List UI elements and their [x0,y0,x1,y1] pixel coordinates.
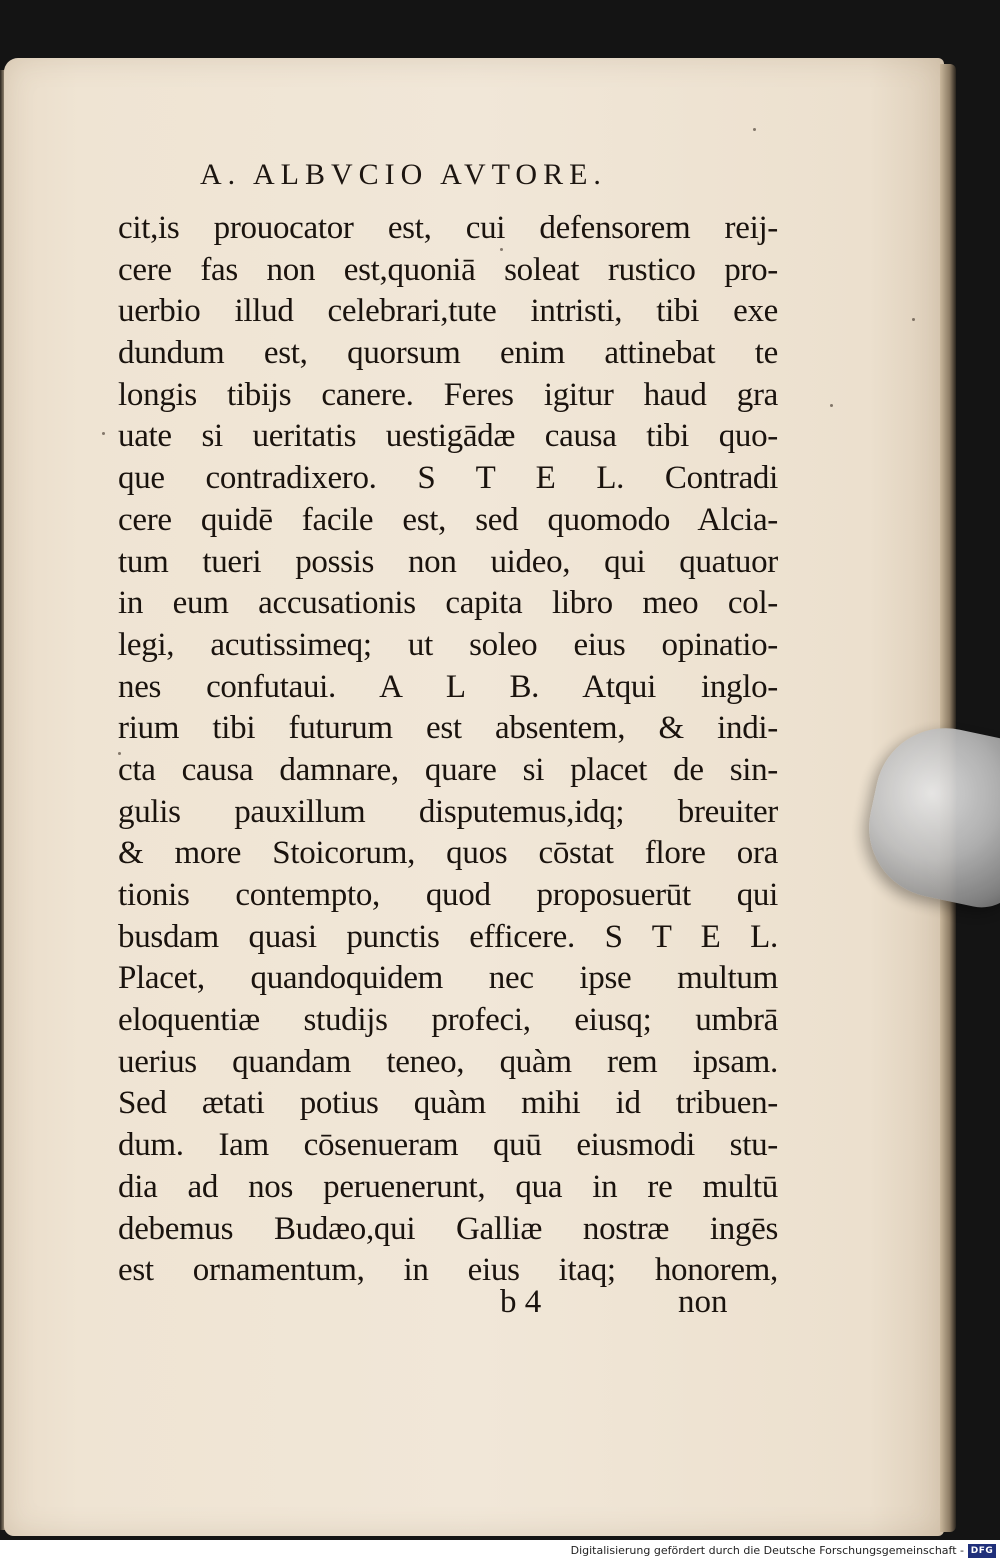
text-line: eloquentiæ studijs profeci, eiusq; umbrā [118,1002,778,1039]
text-line: in eum accusationis capita libro meo col- [118,585,778,622]
text-line: tum tueri possis non uideo, qui quatuor [118,543,778,580]
text-line: cere quidē facile est, sed quomodo Alcia- [118,501,778,538]
text-line: & more Stoicorum, quos cōstat flore ora [118,835,778,872]
text-line: tionis contempto, quod proposuerūt qui [118,877,778,913]
text-line: que contradixero. S T E L. Contradi [118,460,778,497]
text-line: debemus Budæo,qui Galliæ nostræ ingēs [118,1210,778,1247]
text-line: cit,is prouocator est, cui defensorem reij- [118,210,778,246]
body-text [118,208,778,1292]
text-line: busdam quasi punctis efficere. S T E L. [118,918,778,955]
running-head: A. ALBVCIO AVTORE. [200,158,607,191]
text-line: dundum est, quorsum enim attinebat te [118,335,778,372]
text-line: Placet, quandoquidem nec ipse multum [118,960,778,997]
dfg-logo: DFG [968,1544,996,1558]
signature-mark: b 4 [500,1284,542,1320]
text-line: dia ad nos peruenerunt, qua in re multū [118,1168,778,1205]
text-line: gulis pauxillum disputemus,idq; breuiter [118,793,778,830]
text-line: uerius quandam teneo, quàm rem ipsam. [118,1043,778,1080]
text-line: uerbio illud celebrari,tute intristi, tibi exe [118,293,778,330]
text-line: cere fas non est,quoniā soleat rustico pro- [118,251,778,288]
text-line: longis tibijs canere. Feres igitur haud gra [118,376,778,413]
text-line: Sed ætati potius quàm mihi id tribuen- [118,1085,778,1122]
credit-bar [0,1540,1000,1563]
text-line: dum. Iam cōsenueram quū eiusmodi stu- [118,1127,778,1164]
text-line: est ornamentum, in eius itaq; honorem, [118,1252,778,1289]
text-line: nes confutaui. A L B. Atqui inglo- [118,668,778,705]
text-line: uate si ueritatis uestigādæ causa tibi quo- [118,418,778,455]
text-line: cta causa damnare, quare si placet de sin- [118,751,778,788]
text-line: rium tibi futurum est absentem, & indi- [118,710,778,747]
catchword: non [678,1284,728,1320]
text-line: legi, acutissimeq; ut soleo eius opinatio- [118,626,778,663]
credit-text: Digitalisierung gefördert durch die Deutsche Forschungsgemeinschaft - [570,1544,964,1557]
